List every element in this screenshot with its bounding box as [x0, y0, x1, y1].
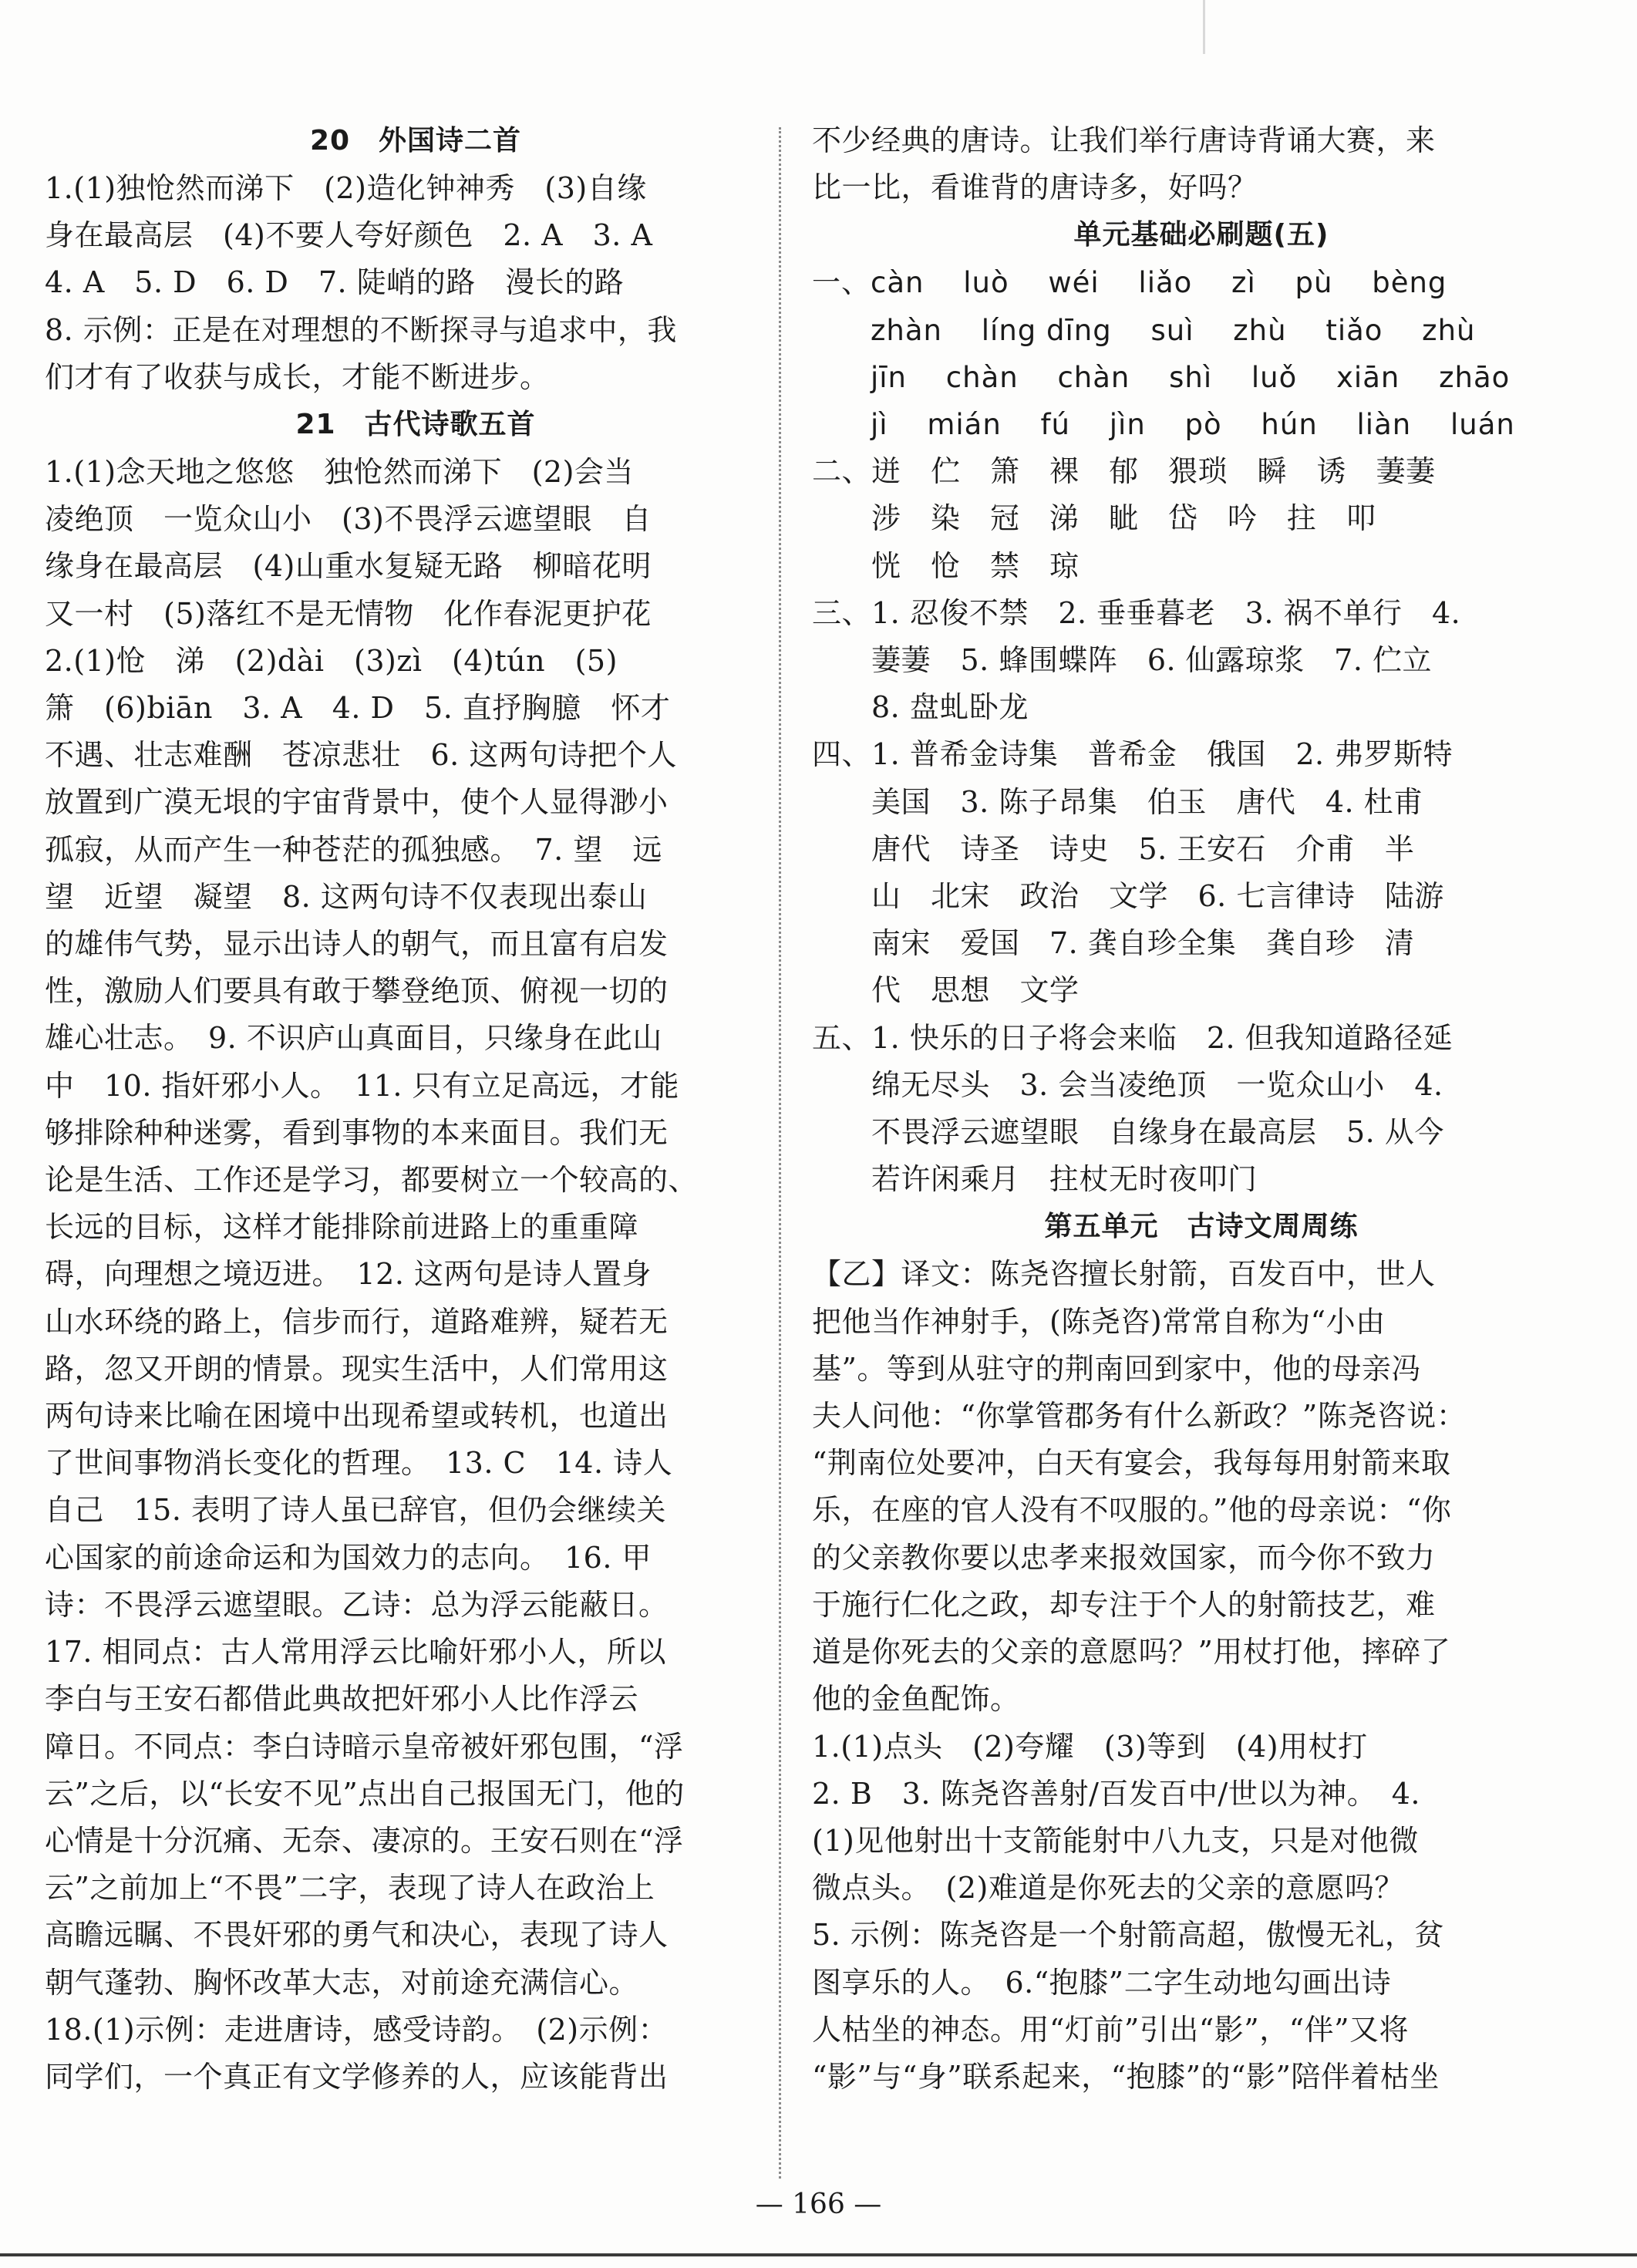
weekly-practice-body	[812, 1251, 1591, 2101]
text-line: 同学们，一个真正有文学修养的人，应该能背出	[45, 2059, 669, 2094]
text-line: 够排除种种迷雾，看到事物的本来面目。我们无	[45, 1115, 669, 1150]
pinyin-line: zhàn líng dīng suì zhù tiǎo zhù	[812, 313, 1476, 347]
text-line: 二、迸 伫 箫 裸 郁 猥琐 瞬 诱 萋萋	[812, 454, 1436, 489]
text-line: “影”与“身”联系起来，“抱膝”的“影”陪伴着枯坐	[812, 2059, 1440, 2094]
text-line: 2. B 3. 陈尧咨善射/百发百中/世以为神。 4.	[812, 1776, 1420, 1811]
text-line: 夫人问他：“你掌管郡务有什么新政？”陈尧咨说：	[812, 1399, 1467, 1434]
pinyin-line: jì mián fú jìn pò hún liàn luán	[812, 408, 1515, 442]
text-line: 乐，在座的官人没有不叹服的。”他的母亲说：“你	[812, 1493, 1452, 1528]
text-line: 2.(1)怆 涕 (2)dài (3)zì (4)tún (5)	[45, 643, 618, 678]
text-line: 论是生活、工作还是学习，都要树立一个较高的、	[45, 1163, 699, 1198]
text-line: 代 思想 文学	[812, 973, 1080, 1008]
text-line: 于施行仁化之政，却专注于个人的射箭技艺，难	[812, 1587, 1436, 1622]
text-line: 云”之前加上“不畏”二字，表现了诗人在政治上	[45, 1871, 655, 1906]
text-line: 三、1. 忍俊不禁 2. 垂垂暮老 3. 祸不单行 4.	[812, 595, 1461, 630]
text-line: (1)见他射出十支箭能射中八九支，只是对他微	[812, 1823, 1419, 1858]
weekly-practice-title: 第五单元 古诗文周周练	[1044, 1211, 1359, 1243]
section-21-body	[45, 449, 787, 2101]
bottom-rule	[0, 2253, 1637, 2256]
text-line: 比一比，看谁背的唐诗多，好吗？	[812, 170, 1258, 205]
text-line: 4. A 5. D 6. D 7. 陡峭的路 漫长的路	[45, 265, 625, 300]
text-line: 绵无尽头 3. 会当凌绝顶 一览众山小 4.	[812, 1067, 1443, 1102]
text-line: 若许闲乘月 拄杖无时夜叩门	[812, 1162, 1258, 1197]
text-line: 箫 (6)biān 3. A 4. D 5. 直抒胸臆 怀才	[45, 691, 671, 726]
text-line: 17. 相同点：古人常用浮云比喻奸邪小人，所以	[45, 1635, 667, 1670]
text-line: 朝气蓬勃、胸怀改革大志，对前途充满信心。	[45, 1965, 639, 2000]
text-line: 路，忽又开朗的情景。现实生活中，人们常用这	[45, 1351, 669, 1386]
text-line: 缘身在最高层 (4)山重水复疑无路 柳暗花明	[45, 549, 652, 584]
text-line: 放置到广漠无垠的宇宙背景中，使个人显得渺小	[45, 785, 669, 820]
pinyin-line: jīn chàn chàn shì luǒ xiān zhāo	[812, 360, 1511, 394]
text-line: 不畏浮云遮望眼 自缘身在最高层 5. 从今	[812, 1115, 1444, 1150]
page-number: — 166 —	[755, 2189, 882, 2220]
text-line: 李白与王安石都借此典故把奸邪小人比作浮云	[45, 1682, 639, 1717]
text-line: 人枯坐的神态。用“灯前”引出“影”，“伴”又将	[812, 2012, 1410, 2047]
text-line: 把他当作神射手，(陈尧咨)常常自称为“小由	[812, 1304, 1386, 1339]
text-line: 1.(1)点头 (2)夸耀 (3)等到 (4)用杖打	[812, 1729, 1368, 1764]
text-line: 碍，向理想之境迈进。 12. 这两句是诗人置身	[45, 1257, 652, 1292]
text-line: 心国家的前途命运和为国效力的志向。 16. 甲	[45, 1540, 652, 1575]
text-line: 雄心壮志。 9. 不识庐山真面目，只缘身在此山	[45, 1021, 662, 1056]
section-20-title: 20 外国诗二首	[309, 125, 522, 157]
text-line: “荆南位处要冲，白天有宴会，我每每用射箭来取	[812, 1446, 1451, 1481]
text-line: 道是你死去的父亲的意愿吗？”用杖打他，摔碎了	[812, 1635, 1451, 1670]
text-line: 南宋 爱国 7. 龚自珍全集 龚自珍 清	[812, 926, 1415, 961]
text-line: 云”之后，以“长安不见”点出自己报国无门，他的	[45, 1776, 685, 1811]
text-line: 的雄伟气势，显示出诗人的朝气，而且富有启发	[45, 927, 669, 962]
left-column	[45, 117, 787, 2101]
right-column	[812, 117, 1591, 2101]
text-line: 四、1. 普希金诗集 普希金 俄国 2. 弗罗斯特	[812, 737, 1453, 772]
text-line: 图享乐的人。 6.“抱膝”二字生动地勾画出诗	[812, 1965, 1392, 2000]
text-line: 又一村 (5)落红不是无情物 化作春泥更护花	[45, 596, 652, 631]
text-line: 自己 15. 表明了诗人虽已辞官，但仍会继续关	[45, 1493, 667, 1528]
text-line: 性，激励人们要具有敢于攀登绝顶、俯视一切的	[45, 974, 669, 1009]
text-line: 1.(1)念天地之悠悠 独怆然而涕下 (2)会当	[45, 455, 634, 490]
text-line: 18.(1)示例：走进唐诗，感受诗韵。 (2)示例：	[45, 2012, 669, 2047]
text-line: 高瞻远瞩、不畏奸邪的勇气和决心，表现了诗人	[45, 1918, 669, 1953]
text-line: 美国 3. 陈子昂集 伯玉 唐代 4. 杜甫	[812, 784, 1423, 819]
text-line: 的父亲教你要以忠孝来报效国家，而今你不致力	[812, 1540, 1436, 1575]
text-line: 们才有了收获与成长，才能不断进步。	[45, 359, 550, 394]
text-line: 凌绝顶 一览众山小 (3)不畏浮云遮望眼 自	[45, 502, 652, 537]
section-20-body	[45, 165, 787, 401]
text-line: 孤寂，从而产生一种苍茫的孤独感。 7. 望 远	[45, 832, 662, 867]
text-line: 1.(1)独怆然而涕下 (2)造化钟神秀 (3)自缘	[45, 171, 647, 205]
text-line: 不少经典的唐诗。让我们举行唐诗背诵大赛，来	[812, 123, 1436, 157]
text-line: 诗：不畏浮云遮望眼。乙诗：总为浮云能蔽日。	[45, 1587, 669, 1622]
unit-basics-title: 单元基础必刷题(五)	[1073, 219, 1329, 251]
text-line: 了世间事物消长变化的哲理。 13. C 14. 诗人	[45, 1446, 673, 1481]
text-line: 长远的目标，这样才能排除前进路上的重重障	[45, 1210, 639, 1245]
text-line: 他的金鱼配饰。	[812, 1682, 1020, 1717]
pinyin-line: 一、càn luò wéi liǎo zì pù bèng	[812, 266, 1447, 300]
text-line: 望 近望 凝望 8. 这两句诗不仅表现出泰山	[45, 879, 648, 914]
text-line: 心情是十分沉痛、无奈、凄凉的。王安石则在“浮	[45, 1823, 684, 1858]
text-line: 障日。不同点：李白诗暗示皇帝被奸邪包围，“浮	[45, 1729, 684, 1764]
text-line: 【乙】译文：陈尧咨擅长射箭，百发百中，世人	[812, 1257, 1436, 1292]
text-line: 山水环绕的路上，信步而行，道路难辨，疑若无	[45, 1304, 669, 1339]
text-line: 涉 染 冠 涕 眦 岱 吟 拄 叩	[812, 501, 1376, 536]
text-line: 唐代 诗圣 诗史 5. 王安石 介甫 半	[812, 831, 1415, 866]
text-line: 5. 示例：陈尧咨是一个射箭高超，傲慢无礼，贫	[812, 1918, 1444, 1953]
text-line: 两句诗来比喻在困境中出现希望或转机，也道出	[45, 1399, 669, 1434]
text-line: 身在最高层 (4)不要人夸好颜色 2. A 3. A	[45, 218, 653, 253]
text-line: 中 10. 指奸邪小人。 11. 只有立足高远，才能	[45, 1068, 680, 1103]
text-line: 不遇、壮志难酬 苍凉悲壮 6. 这两句诗把个人	[45, 738, 677, 773]
text-line: 8. 盘虬卧龙	[812, 690, 1029, 725]
text-line: 基”。等到从驻守的荆南回到家中，他的母亲冯	[812, 1351, 1421, 1386]
unit-basics-body	[812, 448, 1591, 1203]
text-line: 恍 怆 禁 琼	[812, 548, 1080, 583]
text-line: 微点头。 (2)难道是你死去的父亲的意愿吗？	[812, 1871, 1404, 1906]
section-21-title: 21 古代诗歌五首	[295, 409, 536, 441]
text-line: 8. 示例：正是在对理想的不断探寻与追求中，我	[45, 312, 677, 347]
scan-edge-mark	[1203, 0, 1205, 54]
intro-body	[812, 117, 1591, 211]
text-line: 萋萋 5. 蜂围蝶阵 6. 仙露琼浆 7. 伫立	[812, 643, 1433, 678]
text-line: 五、1. 快乐的日子将会来临 2. 但我知道路径延	[812, 1020, 1453, 1055]
column-divider	[779, 127, 781, 2179]
text-line: 山 北宋 政治 文学 6. 七言律诗 陆游	[812, 879, 1444, 914]
